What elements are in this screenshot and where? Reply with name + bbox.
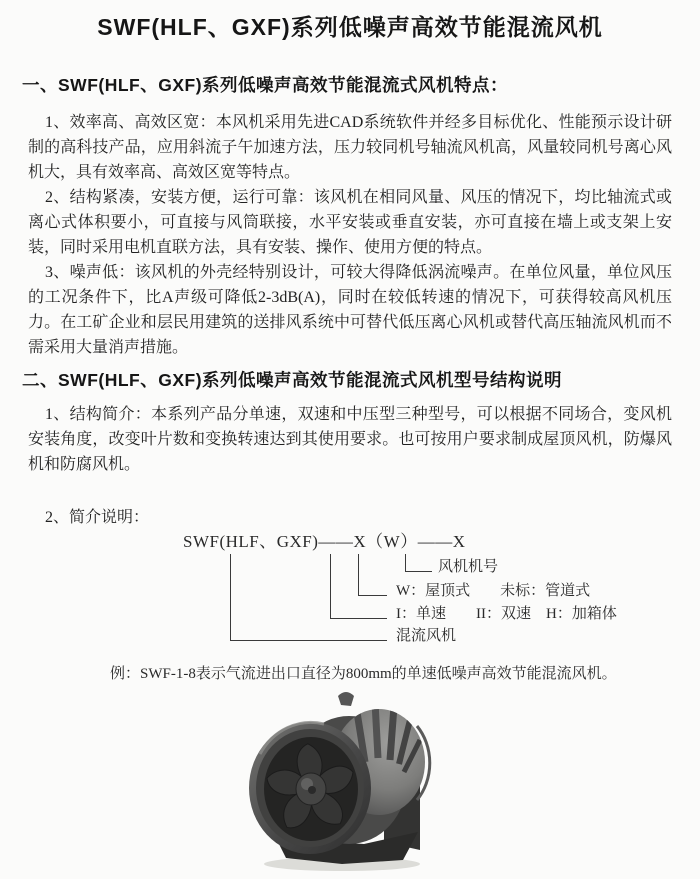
fan-illustration	[246, 692, 436, 874]
page-title: SWF(HLF、GXF)系列低噪声高效节能混流风机	[97, 14, 603, 40]
section2-subheading: 2、简介说明：	[45, 509, 150, 526]
example-line: 例：SWF-1-8表示气流进出口直径为800mm的单速低噪声高效节能混流风机。	[110, 666, 617, 682]
connector-line-roof	[358, 554, 387, 596]
diagram-label-fan-type: 混流风机	[396, 628, 457, 644]
section1-paragraph-1: 1、效率高、高效区宽：本风机采用先进CAD系统软件并经多目标优化、性能预示设计研制的高科技产品，应用斜流子午加速方法，压力较同机号轴流风机高，风量较同机号离心风机大，具有效率高、高效区宽等特点。	[28, 114, 672, 181]
model-formula: SWF(HLF、GXF)——X（W）——X	[183, 532, 466, 551]
model-structure-diagram	[28, 530, 672, 658]
diagram-label-fan-number: 风机机号	[438, 559, 499, 575]
section2-paragraph-1: 1、结构简介：本系列产品分单速，双速和中压型三种型号，可以根据不同场合，变风机安装角度，改变叶片数和变换转速达到其使用要求。也可按用户要求制成屋顶风机，防爆风机和防腐风机。	[28, 406, 672, 473]
connector-line-fan-number	[405, 554, 432, 572]
diagram-label-roof-type: W：屋顶式 未标：管道式	[396, 583, 591, 599]
diagram-label-speed-type: I：单速 II：双速 H：加箱体	[396, 606, 617, 622]
section2-heading: 二、SWF(HLF、GXF)系列低噪声高效节能混流式风机型号结构说明	[22, 370, 563, 390]
mixed-flow-fan-photo	[246, 692, 436, 874]
section1-heading: 一、SWF(HLF、GXF)系列低噪声高效节能混流式风机特点：	[22, 75, 509, 95]
section1-paragraph-2: 2、结构紧凑，安装方便，运行可靠：该风机在相同风量、风压的情况下，均比轴流式或离心式体积要小，可直接与风筒联接，水平安装或垂直安装，亦可直接在墙上或支架上安装，同时采用电机直联方法，具有安装、操作、使用方便的特点。	[28, 189, 672, 256]
section1-paragraph-3: 3、噪声低：该风机的外壳经特别设计，可较大得降低涡流噪声。在单位风量，单位风压的工况条件下，比A声级可降低2-3dB(A)，同时在较低转速的情况下，可获得较高风机压力。在工矿企业和层民用建筑的送排风系统中可替代低压离心风机或替代高压轴流风机而不需采用大量消声措施。	[28, 264, 672, 356]
